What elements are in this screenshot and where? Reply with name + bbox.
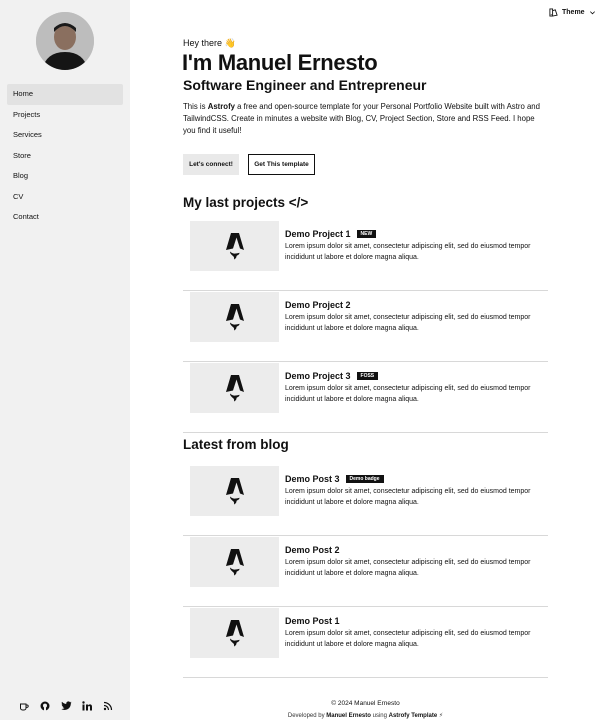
sidebar-item-services[interactable]: Services xyxy=(13,130,42,139)
project-title: Demo Project 2 xyxy=(285,300,351,310)
developed-by: Developed by Manuel Ernesto using Astrofy Template ⚡ xyxy=(287,713,444,719)
badge: Demo badge xyxy=(346,475,384,484)
projects-heading: My last projects </> xyxy=(183,195,309,210)
connect-button[interactable]: Let's connect! xyxy=(183,154,239,175)
badge: FOSS xyxy=(357,372,379,381)
sidebar-item-contact[interactable]: Contact xyxy=(13,212,39,221)
copyright: © 2024 Manuel Ernesto xyxy=(331,700,400,707)
palette-icon xyxy=(549,8,558,17)
sidebar-nav xyxy=(7,84,123,228)
theme-button[interactable] xyxy=(549,8,596,17)
rss-icon[interactable] xyxy=(102,700,114,712)
post-card[interactable] xyxy=(183,537,548,607)
project-thumbnail xyxy=(190,221,279,271)
intro-text: This is Astrofy a free and open-source template for your Personal Portfolio Website built with Astro and TailwindCSS. Create in minutes a website with Blog, CV, Project Section, Store and RSS Feed. I hope you find it useful! xyxy=(183,102,540,135)
post-title: Demo Post 2 xyxy=(285,545,340,555)
post-thumbnail xyxy=(190,537,279,587)
github-icon[interactable] xyxy=(39,700,51,712)
project-description: Lorem ipsum dolor sit amet, consectetur adipiscing elit, sed do eiusmod tempor incididunt ut labore et dolore magna aliqua. xyxy=(285,385,531,403)
project-card[interactable] xyxy=(183,221,548,291)
avatar-photo xyxy=(36,12,94,70)
post-thumbnail xyxy=(190,466,279,516)
greeting: Hey there 👋 xyxy=(183,38,236,48)
project-thumbnail xyxy=(190,292,279,342)
post-description: Lorem ipsum dolor sit amet, consectetur adipiscing elit, sed do eiusmod tempor incididunt ut labore et dolore magna aliqua. xyxy=(285,559,531,577)
project-title: Demo Project 1 NEW xyxy=(285,229,376,239)
post-card[interactable] xyxy=(183,608,548,678)
subtitle: Software Engineer and Entrepreneur xyxy=(183,77,427,93)
post-thumbnail xyxy=(190,608,279,658)
chevron-down-icon xyxy=(589,9,596,16)
linkedin-icon[interactable] xyxy=(81,700,93,712)
project-title: Demo Project 3 FOSS xyxy=(285,371,378,381)
project-card[interactable] xyxy=(183,292,548,362)
project-thumbnail xyxy=(190,363,279,413)
sidebar-item-home[interactable]: Home xyxy=(7,84,123,105)
astro-logo-icon xyxy=(224,476,246,506)
astro-logo-icon xyxy=(224,302,246,332)
astro-logo-icon xyxy=(224,618,246,648)
social-links xyxy=(18,700,114,712)
sidebar-item-store[interactable]: Store xyxy=(13,150,31,160)
page-title: I'm Manuel Ernesto xyxy=(182,50,378,75)
astro-logo-icon xyxy=(224,373,246,403)
astro-logo-icon xyxy=(224,547,246,577)
post-card[interactable] xyxy=(183,466,548,536)
avatar xyxy=(36,12,94,70)
post-description: Lorem ipsum dolor sit amet, consectetur adipiscing elit, sed do eiusmod tempor incididunt ut labore et dolore magna aliqua. xyxy=(285,488,531,506)
twitter-icon[interactable] xyxy=(60,700,72,712)
brand-name: Astrofy xyxy=(207,102,235,111)
blog-heading: Latest from blog xyxy=(183,437,289,452)
astro-logo-icon xyxy=(224,231,246,261)
project-description: Lorem ipsum dolor sit amet, consectetur adipiscing elit, sed do eiusmod tempor incididunt ut labore et dolore magna aliqua. xyxy=(285,314,531,332)
sidebar-item-cv[interactable]: CV xyxy=(13,191,24,201)
template-link[interactable]: Astrofy Template xyxy=(388,713,438,719)
sidebar-item-projects[interactable]: Projects xyxy=(13,109,41,119)
badge: NEW xyxy=(357,230,377,239)
theme-label: Theme xyxy=(562,9,585,16)
coffee-icon[interactable] xyxy=(18,700,30,712)
sidebar xyxy=(0,0,130,720)
sidebar-item-blog[interactable]: Blog xyxy=(13,171,29,180)
get-template-button[interactable]: Get This template xyxy=(248,154,315,175)
post-title: Demo Post 3 Demo badge xyxy=(285,474,384,484)
project-card[interactable] xyxy=(183,363,548,433)
post-description: Lorem ipsum dolor sit amet, consectetur adipiscing elit, sed do eiusmod tempor incididunt ut labore et dolore magna aliqua. xyxy=(285,630,531,648)
post-title: Demo Post 1 xyxy=(285,616,340,626)
project-description: Lorem ipsum dolor sit amet, consectetur adipiscing elit, sed do eiusmod tempor incididunt ut labore et dolore magna aliqua. xyxy=(285,243,531,261)
developer-link[interactable]: Manuel Ernesto xyxy=(326,713,371,719)
